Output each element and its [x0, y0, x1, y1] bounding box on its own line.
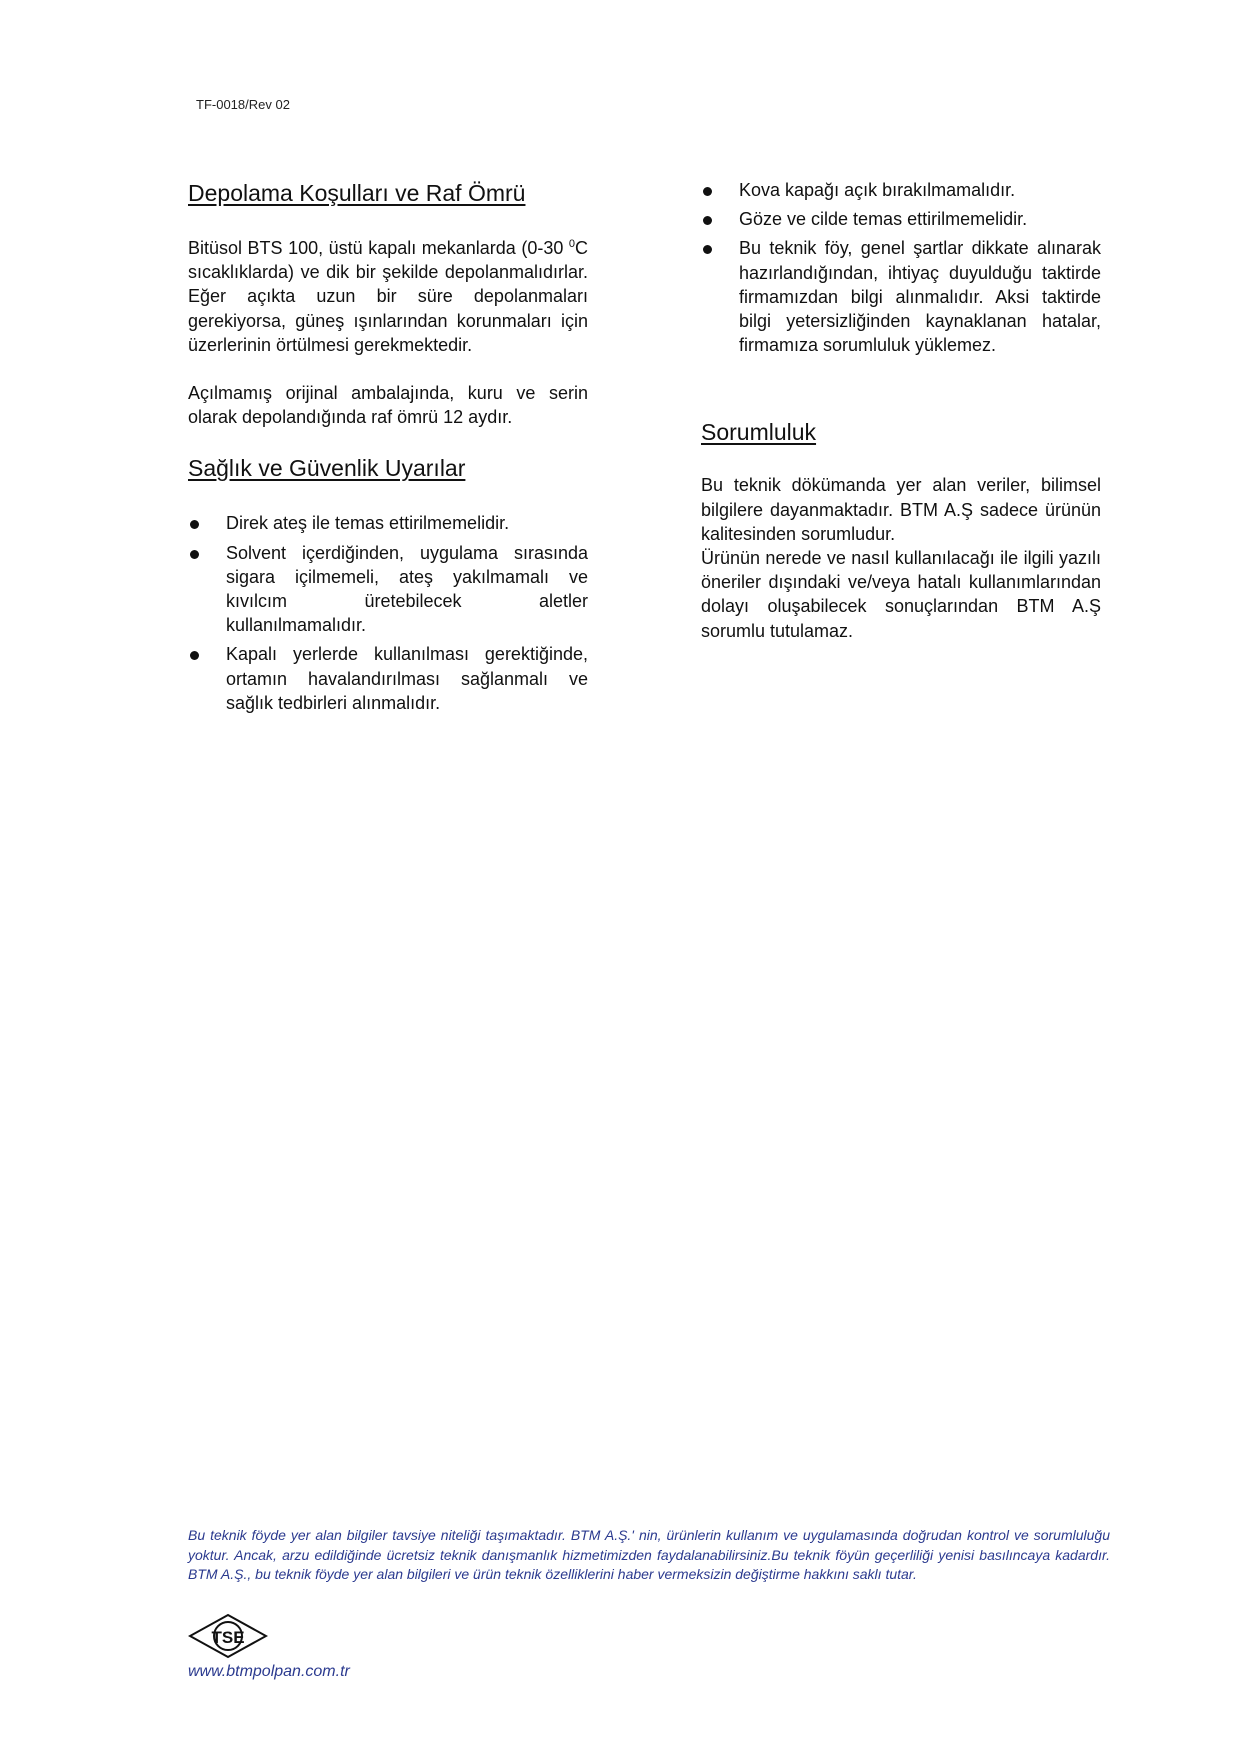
- bullet-icon: [190, 550, 199, 559]
- document-id: TF-0018/Rev 02: [196, 97, 290, 112]
- bullet-icon: [190, 520, 199, 529]
- responsibility-paragraph-2: Ürünün nerede ve nasıl kullanılacağı ile ilgili yazılı öneriler dışındaki ve/veya hatalı kullanımlarından dolayı oluşabilecek sonuçlarından BTM A.Ş sorumlu tutulamaz.: [701, 548, 1101, 641]
- disclaimer-note: Bu teknik föyde yer alan bilgiler tavsiye niteliği taşımaktadır. BTM A.Ş.' nin, ürünlerin kullanım ve uygulamasında doğrudan kontrol ve sorumluluğu yoktur. Ancak, arzu edildiğinde ücretsiz teknik danışmanlık hizmetimizden faydalanabilirsiniz.Bu teknik föyün geçerliliği yenisi basılıncaya kadardır. BTM A.Ş., bu teknik föyde yer alan bilgileri ve ürün teknik özelliklerini haber vermeksizin değiştirme hakkını saklı tutar.: [188, 1527, 1110, 1582]
- website-link[interactable]: www.btmpolpan.com.tr: [188, 1663, 350, 1680]
- tse-logo-text: TSE: [211, 1628, 245, 1647]
- safety-heading: Sağlık ve Güvenlik Uyarılar: [188, 455, 466, 482]
- bullet-icon: [703, 245, 712, 254]
- responsibility-heading: Sorumluluk: [701, 419, 817, 446]
- bullet-icon: [703, 216, 712, 225]
- bullet-icon: [190, 651, 199, 660]
- list-item: Kapalı yerlerde kullanılması gerektiğinde, ortamın havalandırılması sağlanmalı ve sağlık tedbirleri alınmalıdır.: [188, 642, 588, 715]
- list-item: Göze ve cilde temas ettirilmemelidir.: [701, 207, 1101, 231]
- warnings-list: [701, 178, 1101, 357]
- storage-paragraph-1: Bitüsol BTS 100, üstü kapalı mekanlarda (0-30 $^0$C sıcaklıklarda) ve dik bir şekilde depolanmalıdırlar. Eğer açıkta uzun bir süre depolanmaları gerekiyorsa, güneş ışınlarından korunmaları için üzerlerinin örtülmesi gerekmektedir.: [188, 238, 588, 355]
- left-column: [188, 178, 588, 720]
- storage-paragraph-2: Açılmamış orijinal ambalajında, kuru ve serin olarak depolandığında raf ömrü 12 aydır.: [188, 383, 588, 428]
- tse-logo-icon: [188, 1613, 268, 1659]
- right-column: [701, 178, 1101, 643]
- list-item: Solvent içerdiğinden, uygulama sırasında sigara içilmemeli, ateş yakılmamalı ve kıvılcım üretebilecek aletler kullanılmamalıdır.: [188, 541, 588, 638]
- bullet-icon: [703, 187, 712, 196]
- storage-heading: Depolama Koşulları ve Raf Ömrü: [188, 180, 526, 206]
- responsibility-paragraph-1: Bu teknik dökümanda yer alan veriler, bilimsel bilgilere dayanmaktadır. BTM A.Ş sadece ürünün kalitesinden sorumludur.: [701, 475, 1101, 544]
- list-item: Kova kapağı açık bırakılmamalıdır.: [701, 178, 1101, 202]
- list-item: Bu teknik föy, genel şartlar dikkate alınarak hazırlandığından, ihtiyaç duyulduğu taktirde firmamızdan bilgi alınmalıdır. Aksi taktirde bilgi yetersizliğinden kaynaklanan hatalar, firmamıza sorumluluk yüklemez.: [701, 236, 1101, 357]
- safety-list: [188, 511, 588, 715]
- list-item: Direk ateş ile temas ettirilmemelidir.: [188, 511, 588, 535]
